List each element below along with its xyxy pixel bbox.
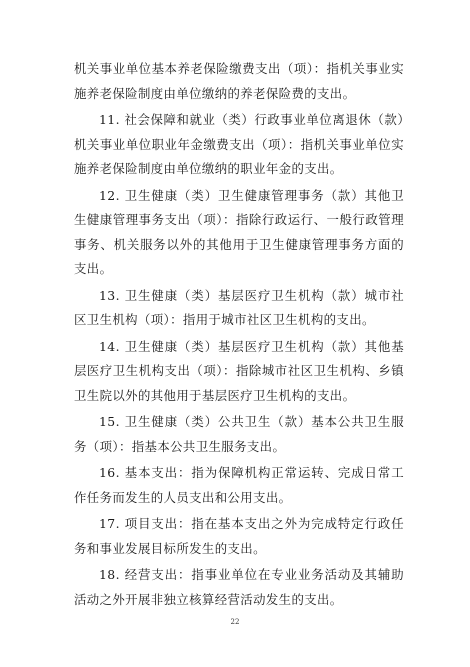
paragraph-item-17: 17. 项目支出：指在基本支出之外为完成特定行政任务和事业发展目标所发生的支出。 [74,516,404,556]
paragraph-item-18: 18. 经营支出：指事业单位在专业业务活动及其辅助活动之外开展非独立核算经营活动发生的支出。 [74,567,404,607]
paragraph-item-16: 16. 基本支出：指为保障机构正常运转、完成日常工作任务而发生的人员支出和公用支出。 [74,465,404,505]
paragraph-item-11: 11. 社会保障和就业（类）行政事业单位离退休（款）机关事业单位职业年金缴费支出（项）：指机关事业单位实施养老保险制度由单位缴纳的职业年金的支出。 [74,112,404,176]
paragraph-item-15: 15. 卫生健康（类）公共卫生（款）基本公共卫生服务（项）：指基本公共卫生服务支出。 [74,414,404,454]
paragraph-item-14: 14. 卫生健康（类）基层医疗卫生机构（款）其他基层医疗卫生机构支出（项）：指除城市社区卫生机构、乡镇卫生院以外的其他用于基层医疗卫生机构的支出。 [74,338,404,403]
paragraph-item-12: 12. 卫生健康（类）卫生健康管理事务（款）其他卫生健康管理事务支出（项）：指除行政运行、一般行政管理事务、机关服务以外的其他用于卫生健康管理事务方面的支出。 [74,187,404,276]
document-body [74,57,404,614]
paragraph-continuation: 机关事业单位基本养老保险缴费支出（项）：指机关事业实施养老保险制度由单位缴纳的养老保险费的支出。 [74,61,404,101]
page-number: 22 [230,618,240,626]
paragraph-item-13: 13. 卫生健康（类）基层医疗卫生机构（款）城市社区卫生机构（项）：指用于城市社区卫生机构的支出。 [74,287,404,327]
